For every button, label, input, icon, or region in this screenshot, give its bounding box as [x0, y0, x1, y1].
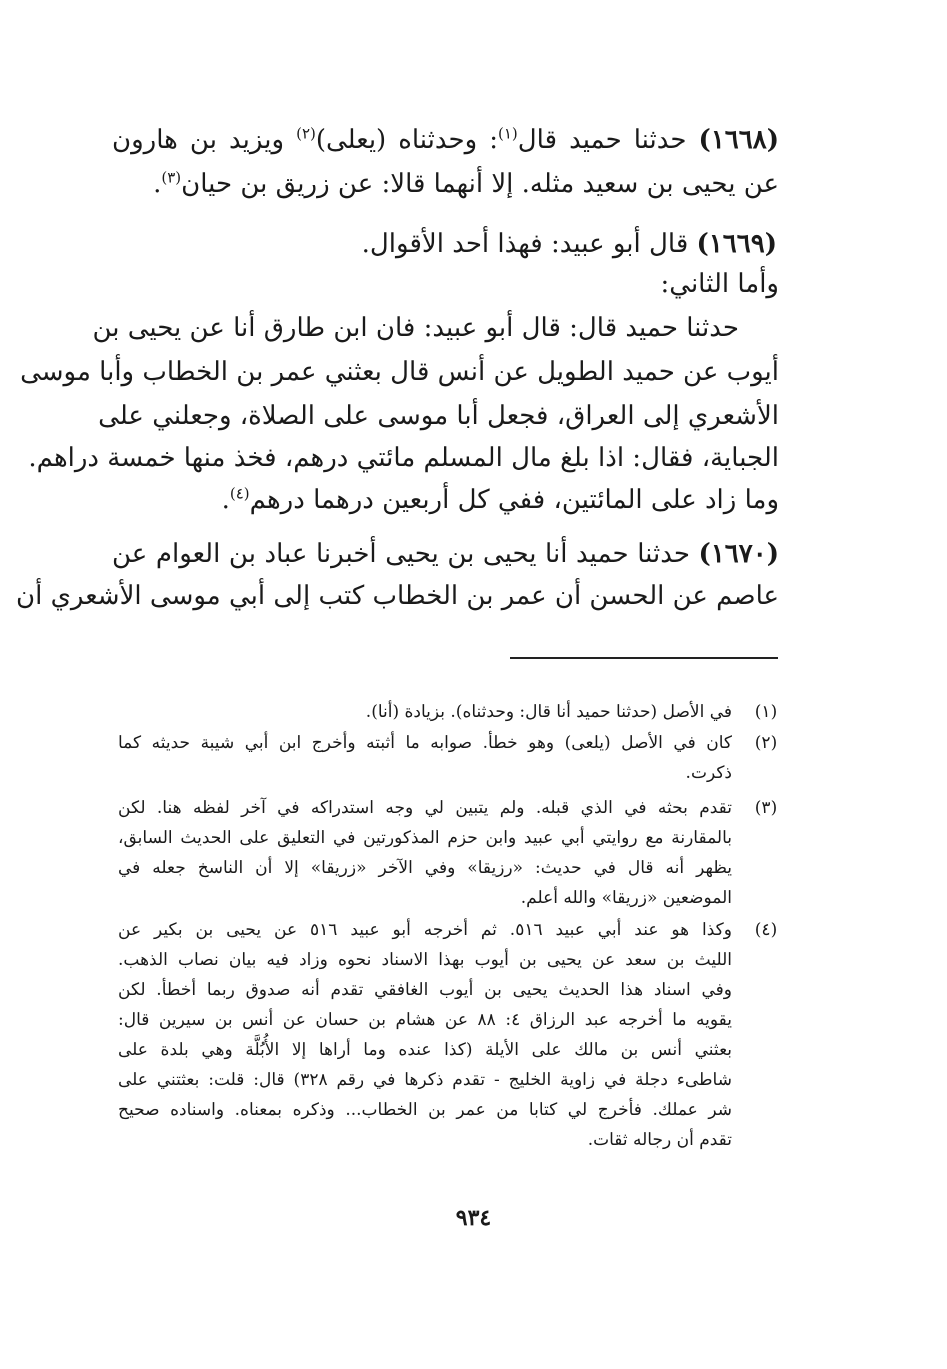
hadith-number: (١٦٦٨) [698, 125, 779, 155]
footnote-line: الليث بن سعد عن يحيى بن أيوب بهذا الاسناد نحوه وزاد فيه بيان نصاب الذهب. [118, 950, 732, 970]
main-line-4: وأما الثاني: [660, 269, 779, 299]
footnote-line: تقدم أن رجاله ثقات. [587, 1130, 732, 1150]
main-line-3: (١٦٦٩) قال أبو عبيد: فهذا أحد الأقوال. [361, 229, 777, 259]
main-line-7: الأشعري إلى العراق، فجعل أبا موسى على الصلاة، وجعلني على [98, 401, 779, 431]
footnote-number: (١) [754, 702, 778, 722]
hadith-number: (١٦٧٠) [698, 539, 779, 569]
main-line-6: أيوب عن حميد الطويل عن أنس قال بعثني عمر بن الخطاب وأبا موسى [20, 357, 779, 387]
footnote-separator [510, 657, 778, 659]
footnote-line: بعثني أنس بن مالك على الأيلة (كذا عنده وما أراها إلا الأُبُلَّة وهي بلدة على [118, 1040, 732, 1060]
footnote-line: وكذا هو عند أبي عبيد ٥١٦. ثم أخرجه أبو عبيد ٥١٦ عن يحيى بن بكير عن [118, 920, 732, 940]
main-line-8: الجباية، فقال: اذا بلغ مال المسلم مائتي درهم، فخذ منها خمسة دراهم. [28, 443, 779, 473]
footnote-line: في الأصل (حدثنا حميد أنا قال: وحدثناه). بزيادة (أنا). [365, 702, 732, 722]
footnote-line: ذكرت. [685, 763, 732, 783]
main-line-10: (١٦٧٠) حدثنا حميد أنا يحيى بن يحيى أخبرنا عباد بن العوام عن [112, 539, 779, 569]
footnote-number: (٢) [754, 733, 778, 753]
footnote-line: كان في الأصل (يلعى) وهو خطأ. صوابه ما أثبته وأخرج ابن أبي شيبة حديثه كما [118, 733, 732, 753]
footnote-line: تقدم بحثه في الذي قبله. ولم يتبين لي وجه استدراكه في آخر لفظه هنا. لكن [118, 798, 732, 818]
footnote-line: الموضعين «زريقا» والله أعلم. [520, 888, 732, 908]
main-line-2: عن يحيى بن سعيد مثله. إلا أنهما قالا: عن زريق بن حيان$^{(٣)}$. [153, 168, 779, 199]
footnote-line: يظهر أنه قال في حديث: «رزيقا» وفي الآخر «زريقا» إلا أن الناسخ جعله في [118, 858, 733, 878]
footnote-line: بالمقارنة مع روايتي أبي عبيد وابن حزم المذكورتين في التعليق على الحديث السابق، [118, 828, 732, 848]
footnote-number: (٣) [754, 798, 778, 818]
main-line-11: عاصم عن الحسن أن عمر بن الخطاب كتب إلى أبي موسى الأشعري أن [15, 581, 779, 611]
hadith-number: (١٦٦٩) [696, 229, 777, 259]
footnote-ref: (٣) [161, 168, 182, 187]
main-line-9: وما زاد على المائتين، ففي كل أربعين درهما درهم$^{(٤)}$. [221, 484, 779, 515]
footnote-number: (٤) [754, 920, 778, 940]
main-line-5: حدثنا حميد قال: قال أبو عبيد: فان ابن طارق أنا عن يحيى بن [92, 313, 739, 343]
main-line-1: (١٦٦٨) حدثنا حميد قال$^{(١)}$: وحدثناه (يعلى)$^{(٢)}$ ويزيد بن هارون [112, 124, 779, 155]
footnote-line: شاطىء دجلة في زاوية الخليج - تقدم ذكرها في رقم ٣٢٨) قال: قلت: بعثتني على [118, 1070, 732, 1090]
footnote-ref: (٤) [229, 484, 250, 503]
footnote-ref: (١) [497, 124, 518, 143]
footnote-line: يقويه ما أخرجه عبد الرزاق ٤: ٨٨ عن هشام بن حسان عن أنس بن سيرين قال: [118, 1010, 732, 1030]
footnote-line: شر عملك. فأخرج لي كتابا من عمر بن الخطاب... وذكره بمعناه. واسناده صحيح [118, 1100, 732, 1120]
page-number: ٩٣٤ [455, 1205, 492, 1231]
footnote-ref: (٢) [296, 124, 316, 143]
footnote-line: وفي اسناد هذا الحديث يحيى بن أيوب الغافقي تقدم أنه صدوق ربما أخطأ. لكن [118, 980, 732, 1000]
